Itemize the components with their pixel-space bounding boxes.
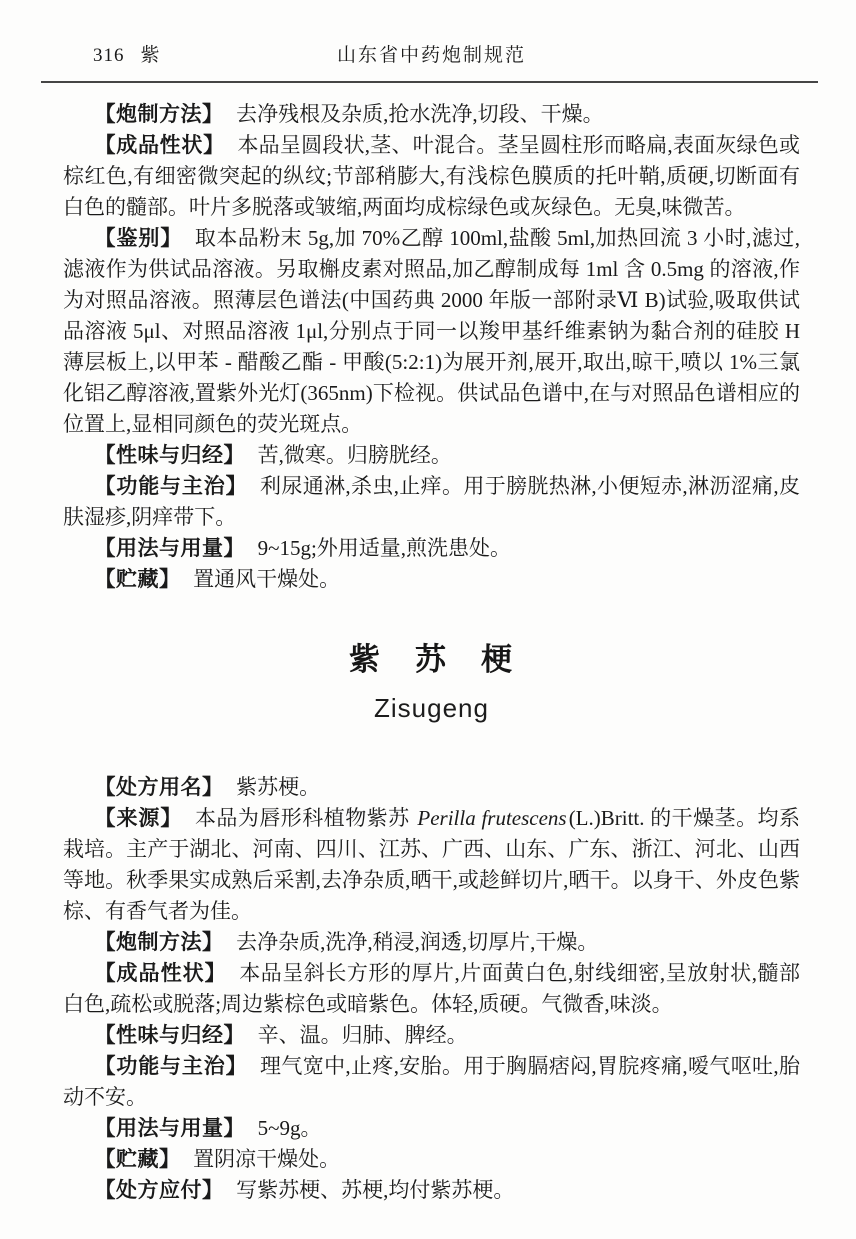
paragraph-text: 9~15g;外用适量,煎洗患处。 [257,536,512,560]
paragraph-jianbie [63,223,800,440]
paragraph-yongfa [63,533,800,564]
paragraph-text: 取本品粉末 5g,加 70%乙醇 100ml,盐酸 5ml,加热回流 3 小时,滤过,滤液作为供试品溶液。另取槲皮素对照品,加乙醇制成每 1ml 含 0.5mg 的溶液,作为对照品溶液。照薄层色谱法(中国药典 2000 年版一部附录Ⅵ B)试验,吸取供试品溶液 5μl、对照品溶液 1μl,分别点于同一以羧甲基纤维素钠为黏合剂的硅胶 H 薄层板上,以甲苯 - 醋酸乙酯 - 甲酸(5:2:1)为展开剂,展开,取出,晾干,喷以 1%三氯化铝乙醇溶液,置紫外光灯(365nm)下检视。供试品色谱中,在与对照品色谱相应的位置上,显相同颜色的荧光斑点。 [63,226,800,436]
section-label: 【用法与用量】 [94,1117,245,1140]
section-label: 【成品性状】 [94,962,227,985]
section-label: 【性味与归经】 [94,444,245,467]
paragraph-text: 置通风干燥处。 [193,567,341,591]
paragraph-text: 本品呈圆段状,茎、叶混合。茎呈圆柱形而略扁,表面灰绿色或棕红色,有细密微突起的纵纹;节部稍膨大,有浅棕色膜质的托叶鞘,质硬,切断面有白色的髓部。叶片多脱落或皱缩,两面均成棕绿色或灰绿色。无臭,味微苦。 [63,133,801,219]
monograph-title: 紫 苏 梗 [349,642,514,677]
latin-botanical-name: Perilla frutescens [417,806,567,830]
paragraph-text: 本品为唇形科植物紫苏 [194,806,416,830]
paragraph-text: 利尿通淋,杀虫,止痒。用于膀胱热淋,小便短赤,淋沥涩痛,皮肤湿疹,阴痒带下。 [63,474,801,529]
section-char: 紫 [140,45,161,66]
section-label: 【用法与用量】 [94,537,245,560]
section-label: 【炮制方法】 [94,931,224,954]
section-label: 【贮藏】 [94,1148,181,1171]
paragraph-gongneng [63,1051,800,1113]
section-label: 【成品性状】 [94,134,225,157]
monograph-pinyin: Zisugeng [374,693,489,723]
paragraph-zhucang [63,564,800,595]
paragraph-text: 辛、温。归肺、脾经。 [257,1023,468,1047]
first-monograph-body [63,99,800,595]
paragraph-text: 写紫苏梗、苏梗,均付紫苏梗。 [236,1178,515,1202]
paragraph-text: (L.)Britt. 的干燥茎。均系栽培。主产于湖北、河南、四川、江苏、广西、山东、广东、浙江、河北、山西等地。秋季果实成熟后采割,去净杂质,晒干,或趁鲜切片,晒干。以身干、外皮色紫棕、有香气者为佳。 [63,806,800,923]
paragraph-chufangyongming [63,772,800,803]
paragraph-xingwei [63,1020,800,1051]
page-number: 316 [93,45,125,66]
paragraph-paozhifangfa [63,927,800,958]
section-label: 【贮藏】 [94,568,181,591]
paragraph-chengpinxingzhuang [63,130,800,223]
paragraph-text: 去净杂质,洗净,稍浸,润透,切厚片,干燥。 [236,930,599,954]
paragraph-chufangyingfu [63,1175,800,1206]
section-label: 【鉴别】 [94,227,183,250]
section-label: 【功能与主治】 [94,1055,248,1078]
second-monograph-body [63,772,800,1206]
paragraph-text: 理气宽中,止疼,安胎。用于胸膈痞闷,胃脘疼痛,嗳气呕吐,胎动不安。 [63,1054,801,1109]
paragraph-laiyuan [63,803,800,927]
paragraph-gongneng [63,471,800,533]
paragraph-xingwei [63,440,800,471]
paragraph-text: 5~9g。 [257,1116,322,1140]
paragraph-paozhifangfa [63,99,800,130]
section-label: 【来源】 [94,807,183,830]
section-label: 【处方应付】 [94,1179,224,1202]
paragraph-yongfa [63,1113,800,1144]
paragraph-text: 去净残根及杂质,抢水洗净,切段、干燥。 [236,102,604,126]
header-rule [41,81,818,83]
book-title: 山东省中药炮制规范 [336,45,526,66]
paragraph-zhucang [63,1144,800,1175]
section-label: 【功能与主治】 [94,475,248,498]
running-header [63,44,800,68]
paragraph-text: 置阴凉干燥处。 [193,1147,341,1171]
section-label: 【炮制方法】 [94,103,224,126]
paragraph-text: 本品呈斜长方形的厚片,片面黄白色,射线细密,呈放射状,髓部白色,疏松或脱落;周边紫棕色或暗紫色。体轻,质硬。气微香,味淡。 [63,961,801,1016]
section-label: 【性味与归经】 [94,1024,245,1047]
section-label: 【处方用名】 [94,776,224,799]
paragraph-text: 苦,微寒。归膀胱经。 [257,443,452,467]
paragraph-text: 紫苏梗。 [236,775,321,799]
paragraph-chengpinxingzhuang [63,958,800,1020]
